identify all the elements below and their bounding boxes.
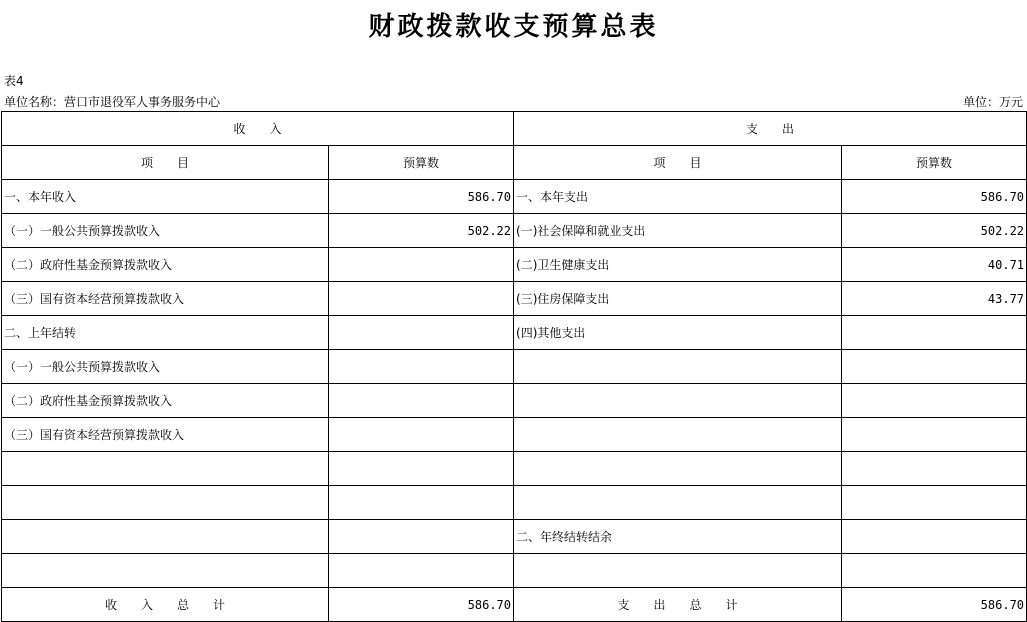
income-item-cell: （一）一般公共预算拨款收入 — [2, 214, 329, 248]
income-item-cell — [2, 554, 329, 588]
expense-item-cell: (三)住房保障支出 — [514, 282, 842, 316]
expense-amount-cell: 586.70 — [842, 180, 1027, 214]
table-row — [2, 248, 1027, 282]
expense-amount-cell — [842, 418, 1027, 452]
expense-section-header: 支 出 — [514, 112, 1027, 146]
income-item-cell: （二）政府性基金预算拨款收入 — [2, 248, 329, 282]
table-row — [2, 486, 1027, 520]
income-item-cell: 二、上年结转 — [2, 316, 329, 350]
expense-item-cell: (一)社会保障和就业支出 — [514, 214, 842, 248]
income-total-amount: 586.70 — [329, 588, 514, 622]
expense-total-label: 支 出 总 计 — [514, 588, 842, 622]
expense-amount-cell — [842, 520, 1027, 554]
income-item-cell — [2, 520, 329, 554]
table-row — [2, 452, 1027, 486]
income-amount-cell — [329, 486, 514, 520]
income-amount-cell: 586.70 — [329, 180, 514, 214]
totals-row — [2, 588, 1027, 622]
expense-item-cell — [514, 384, 842, 418]
expense-item-cell — [514, 418, 842, 452]
table-row — [2, 350, 1027, 384]
budget-table-body — [2, 112, 1027, 622]
budget-table — [1, 111, 1027, 622]
table-row — [2, 180, 1027, 214]
expense-amount-cell — [842, 384, 1027, 418]
expense-item-cell: (二)卫生健康支出 — [514, 248, 842, 282]
table-row — [2, 282, 1027, 316]
income-amount-cell — [329, 452, 514, 486]
income-amount-cell — [329, 350, 514, 384]
expense-amount-cell — [842, 350, 1027, 384]
income-item-cell — [2, 486, 329, 520]
expense-amount-cell: 502.22 — [842, 214, 1027, 248]
expense-amount-cell — [842, 486, 1027, 520]
income-item-cell: （二）政府性基金预算拨款收入 — [2, 384, 329, 418]
table-row — [2, 554, 1027, 588]
expense-item-cell — [514, 452, 842, 486]
expense-amount-cell: 40.71 — [842, 248, 1027, 282]
page-title: 财政拨款收支预算总表 — [368, 12, 659, 42]
income-amount-cell — [329, 316, 514, 350]
expense-amount-cell: 43.77 — [842, 282, 1027, 316]
income-budget-header: 预算数 — [329, 146, 514, 180]
income-item-cell: 一、本年收入 — [2, 180, 329, 214]
table-row — [2, 214, 1027, 248]
income-item-header: 项 目 — [2, 146, 329, 180]
expense-amount-cell — [842, 554, 1027, 588]
table-row — [2, 520, 1027, 554]
income-amount-cell — [329, 554, 514, 588]
expense-total-amount: 586.70 — [842, 588, 1027, 622]
expense-item-cell — [514, 554, 842, 588]
income-amount-cell: 502.22 — [329, 214, 514, 248]
income-amount-cell — [329, 418, 514, 452]
expense-amount-cell — [842, 316, 1027, 350]
table-row — [2, 316, 1027, 350]
income-item-cell: （一）一般公共预算拨款收入 — [2, 350, 329, 384]
expense-item-cell — [514, 350, 842, 384]
income-item-cell: （三）国有资本经营预算拨款收入 — [2, 418, 329, 452]
expense-item-cell — [514, 486, 842, 520]
income-amount-cell — [329, 282, 514, 316]
income-section-header: 收 入 — [2, 112, 514, 146]
income-total-label: 收 入 总 计 — [2, 588, 329, 622]
table-number: 表4 — [4, 74, 24, 88]
income-amount-cell — [329, 520, 514, 554]
column-header-row — [2, 146, 1027, 180]
expense-amount-cell — [842, 452, 1027, 486]
expense-item-cell: 一、本年支出 — [514, 180, 842, 214]
income-amount-cell — [329, 248, 514, 282]
table-row — [2, 384, 1027, 418]
expense-item-cell: (四)其他支出 — [514, 316, 842, 350]
table-row — [2, 418, 1027, 452]
currency-unit: 单位：万元 — [962, 95, 1023, 109]
expense-item-cell: 二、年终结转结余 — [514, 520, 842, 554]
unit-name: 单位名称：营口市退役军人事务服务中心 — [4, 95, 221, 109]
section-header-row — [2, 112, 1027, 146]
expense-budget-header: 预算数 — [842, 146, 1027, 180]
income-item-cell: （三）国有资本经营预算拨款收入 — [2, 282, 329, 316]
income-amount-cell — [329, 384, 514, 418]
expense-item-header: 项 目 — [514, 146, 842, 180]
income-item-cell — [2, 452, 329, 486]
